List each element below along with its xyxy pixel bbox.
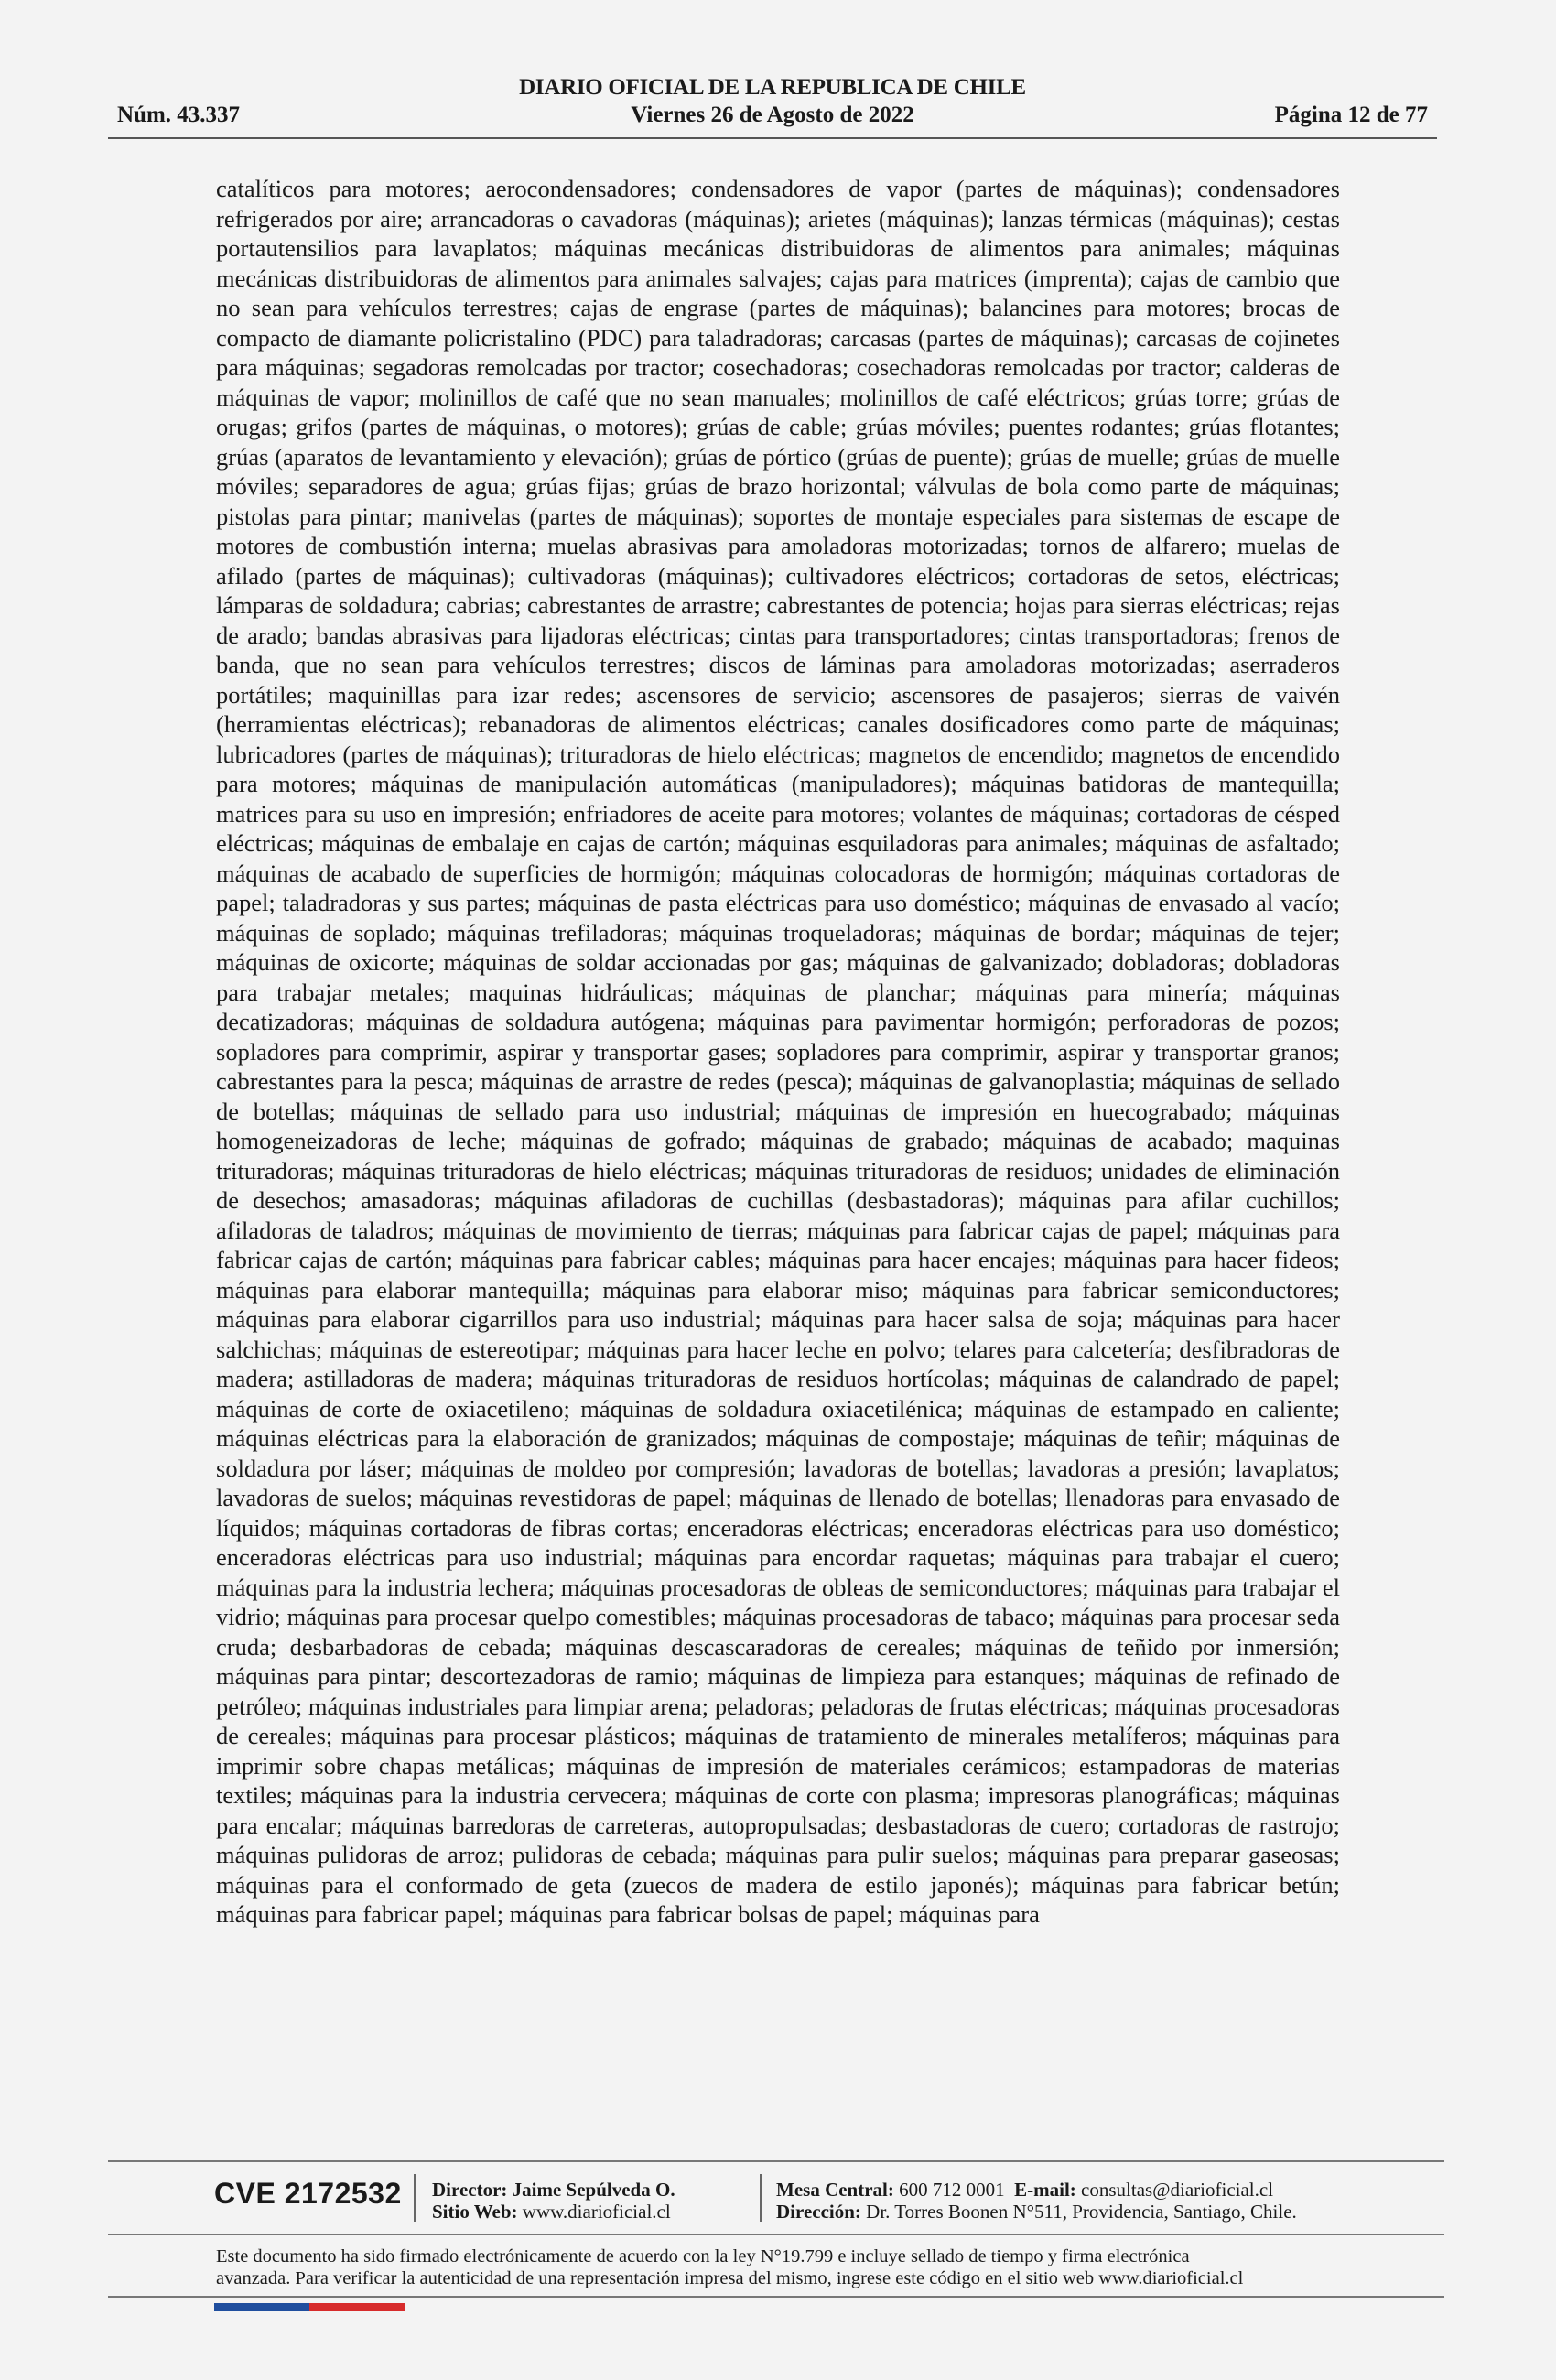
mesa-phone: 600 712 0001	[899, 2179, 1005, 2201]
footer-divider-bottom	[108, 2296, 1444, 2298]
page-number: Página 12 de 77	[1274, 103, 1428, 127]
flag-red-segment	[309, 2303, 405, 2311]
email-link[interactable]: consultas@diarioficial.cl	[1081, 2179, 1274, 2201]
page-header	[117, 75, 1428, 139]
legal-line-1: Este documento ha sido firmado electrónicamente de acuerdo con la ley N°19.799 e incluye sellado de tiempo y firma electrónica	[216, 2246, 1190, 2266]
header-divider	[108, 137, 1437, 139]
cve-code: CVE 2172532	[214, 2177, 402, 2210]
footer-divider-mid	[108, 2234, 1444, 2235]
flag-stripe	[214, 2303, 405, 2311]
director-name: Director: Jaime Sepúlveda O.	[432, 2179, 675, 2201]
publication-title: DIARIO OFICIAL DE LA REPUBLICA DE CHILE	[519, 75, 1026, 100]
footer-separator	[414, 2174, 416, 2222]
issue-date: Viernes 26 de Agosto de 2022	[631, 103, 914, 127]
director-block	[432, 2179, 675, 2223]
address-label: Dirección:	[776, 2201, 861, 2223]
flag-blue-segment	[214, 2303, 309, 2311]
legal-notice	[216, 2245, 1351, 2289]
website-link[interactable]: www.diarioficial.cl	[522, 2201, 671, 2223]
address-value: Dr. Torres Boonen N°511, Providencia, Santiago, Chile.	[866, 2201, 1297, 2223]
footer-divider-top	[108, 2160, 1444, 2162]
legal-line-2: avanzada. Para verificar la autenticidad de una representación impresa del mismo, ingrese este código en el sitio web www.diarioficial.cl	[216, 2268, 1244, 2288]
email-label: E-mail:	[1014, 2179, 1076, 2201]
footer-separator	[760, 2174, 762, 2222]
website-label: Sitio Web:	[432, 2201, 518, 2223]
contact-block	[776, 2179, 1297, 2223]
issue-number: Núm. 43.337	[117, 103, 241, 127]
body-paragraph: catalíticos para motores; aerocondensadores; condensadores de vapor (partes de máquinas); condensadores refrigerados por aire; arrancadoras o cavadoras (máquinas); arietes (máquinas); lanzas térmicas (máquinas); cestas portautensilios para lavaplatos; máquinas mecánicas distribuidoras de alimentos para animales; máquinas mecánicas distribuidoras de alimentos para animales salvajes; cajas para matrices (imprenta); cajas de cambio que no sean para vehículos terrestres; cajas de engrase (partes de máquinas); balancines para motores; brocas de compacto de diamante policristalino (PDC) para taladradoras; carcasas (partes de máquinas); carcasas de cojinetes para máquinas; segadoras remolcadas por tractor; cosechadoras; cosechadoras remolcadas por tractor; calderas de máquinas de vapor; molinillos de café que no sean manuales; molinillos de café eléctricos; grúas torre; grúas de orugas; grifos (partes de máquinas, o motores); grúas de cable; grúas móviles; puentes rodantes; grúas flotantes; grúas (aparatos de levantamiento y elevación); grúas de pórtico (grúas de puente); grúas de muelle; grúas de muelle móviles; separadores de agua; grúas fijas; grúas de brazo horizontal; válvulas de bola como parte de máquinas; pistolas para pintar; manivelas (partes de máquinas); soportes de montaje especiales para sistemas de escape de motores de combustión interna; muelas abrasivas para amoladoras motorizadas; tornos de alfarero; muelas de afilado (partes de máquinas); cultivadoras (máquinas); cultivadores eléctricos; cortadoras de setos, eléctricas; lámparas de soldadura; cabrias; cabrestantes de arrastre; cabrestantes de potencia; hojas para sierras eléctricas; rejas de arado; bandas abrasivas para lijadoras eléctricas; cintas para transportadores; cintas transportadoras; frenos de banda, que no sean para vehículos terrestres; discos de láminas para amoladoras motorizadas; aserraderos portátiles; maquinillas para izar redes; ascensores de servicio; ascensores de pasajeros; sierras de vaivén (herramientas eléctricas); rebanadoras de alimentos eléctricas; canales dosificadores como parte de máquinas; lubricadores (partes de máquinas); trituradoras de hielo eléctricas; magnetos de encendido; magnetos de encendido para motores; máquinas de manipulación automáticas (manipuladores); máquinas batidoras de mantequilla; matrices para su uso en impresión; enfriadores de aceite para motores; volantes de máquinas; cortadoras de césped eléctricas; máquinas de embalaje en cajas de cartón; máquinas esquiladoras para animales; máquinas de asfaltado; máquinas de acabado de superficies de hormigón; máquinas colocadoras de hormigón; máquinas cortadoras de papel; taladradoras y sus partes; máquinas de pasta eléctricas para uso doméstico; máquinas de envasado al vacío; máquinas de soplado; máquinas trefiladoras; máquinas troqueladoras; máquinas de bordar; máquinas de tejer; máquinas de oxicorte; máquinas de soldar accionadas por gas; máquinas de galvanizado; dobladoras; dobladoras para trabajar metales; maquinas hidráulicas; máquinas de planchar; máquinas para minería; máquinas decatizadoras; máquinas de soldadura autógena; máquinas para pavimentar hormigón; perforadoras de pozos; sopladores para comprimir, aspirar y transportar gases; sopladores para comprimir, aspirar y transportar granos; cabrestantes para la pesca; máquinas de arrastre de redes (pesca); máquinas de galvanoplastia; máquinas de sellado de botellas; máquinas de sellado para uso industrial; máquinas de impresión en huecograbado; máquinas homogeneizadoras de leche; máquinas de gofrado; máquinas de grabado; máquinas de acabado; maquinas trituradoras; máquinas trituradoras de hielo eléctricas; máquinas trituradoras de residuos; unidades de eliminación de desechos; amasadoras; máquinas afiladoras de cuchillas (desbastadoras); máquinas para afilar cuchillos; afiladoras de taladros; máquinas de movimiento de tierras; máquinas para fabricar cajas de papel; máquinas para fabricar cajas de cartón; máquinas para fabricar cables; máquinas para hacer encajes; máquinas para hacer fideos; máquinas para elaborar mantequilla; máquinas para elaborar miso; máquinas para fabricar semiconductores; máquinas para elaborar cigarrillos para uso industrial; máquinas para hacer salsa de soja; máquinas para hacer salchichas; máquinas de estereotipar; máquinas para hacer leche en polvo; telares para calcetería; desfibradoras de madera; astilladoras de madera; máquinas trituradoras de residuos hortícolas; máquinas de calandrado de papel; máquinas de corte de oxiacetileno; máquinas de soldadura oxiacetilénica; máquinas de estampado en caliente; máquinas eléctricas para la elaboración de granizados; máquinas de compostaje; máquinas de teñir; máquinas de soldadura por láser; máquinas de moldeo por compresión; lavadoras de botellas; lavadoras a presión; lavaplatos; lavadoras de suelos; máquinas revestidoras de papel; máquinas de llenado de botellas; llenadoras para envasado de líquidos; máquinas cortadoras de fibras cortas; enceradoras eléctricas; enceradoras eléctricas para uso doméstico; enceradoras eléctricas para uso industrial; máquinas para encordar raquetas; máquinas para trabajar el cuero; máquinas para la industria lechera; máquinas procesadoras de obleas de semiconductores; máquinas para trabajar el vidrio; máquinas para procesar quelpo comestibles; máquinas procesadoras de tabaco; máquinas para procesar seda cruda; desbarbadoras de cebada; máquinas descascaradoras de cereales; máquinas de teñido por inmersión; máquinas para pintar; descortezadoras de ramio; máquinas de limpieza para estanques; máquinas de refinado de petróleo; máquinas industriales para limpiar arena; peladoras; peladoras de frutas eléctricas; máquinas procesadoras de cereales; máquinas para procesar plásticos; máquinas de tratamiento de minerales metalíferos; máquinas para imprimir sobre chapas metálicas; máquinas de impresión de materiales cerámicos; estampadoras de materias textiles; máquinas para la industria cervecera; máquinas de corte con plasma; impresoras planográficas; máquinas para encalar; máquinas barredoras de carreteras, autopropulsadas; desbastadoras de cuero; cortadoras de rastrojo; máquinas pulidoras de arroz; pulidoras de cebada; máquinas para pulir suelos; máquinas para preparar gaseosas; máquinas para el conformado de geta (zuecos de madera de estilo japonés); máquinas para fabricar betún; máquinas para fabricar papel; máquinas para fabricar bolsas de papel; máquinas para	[216, 175, 1340, 1928]
mesa-label: Mesa Central:	[776, 2179, 894, 2201]
